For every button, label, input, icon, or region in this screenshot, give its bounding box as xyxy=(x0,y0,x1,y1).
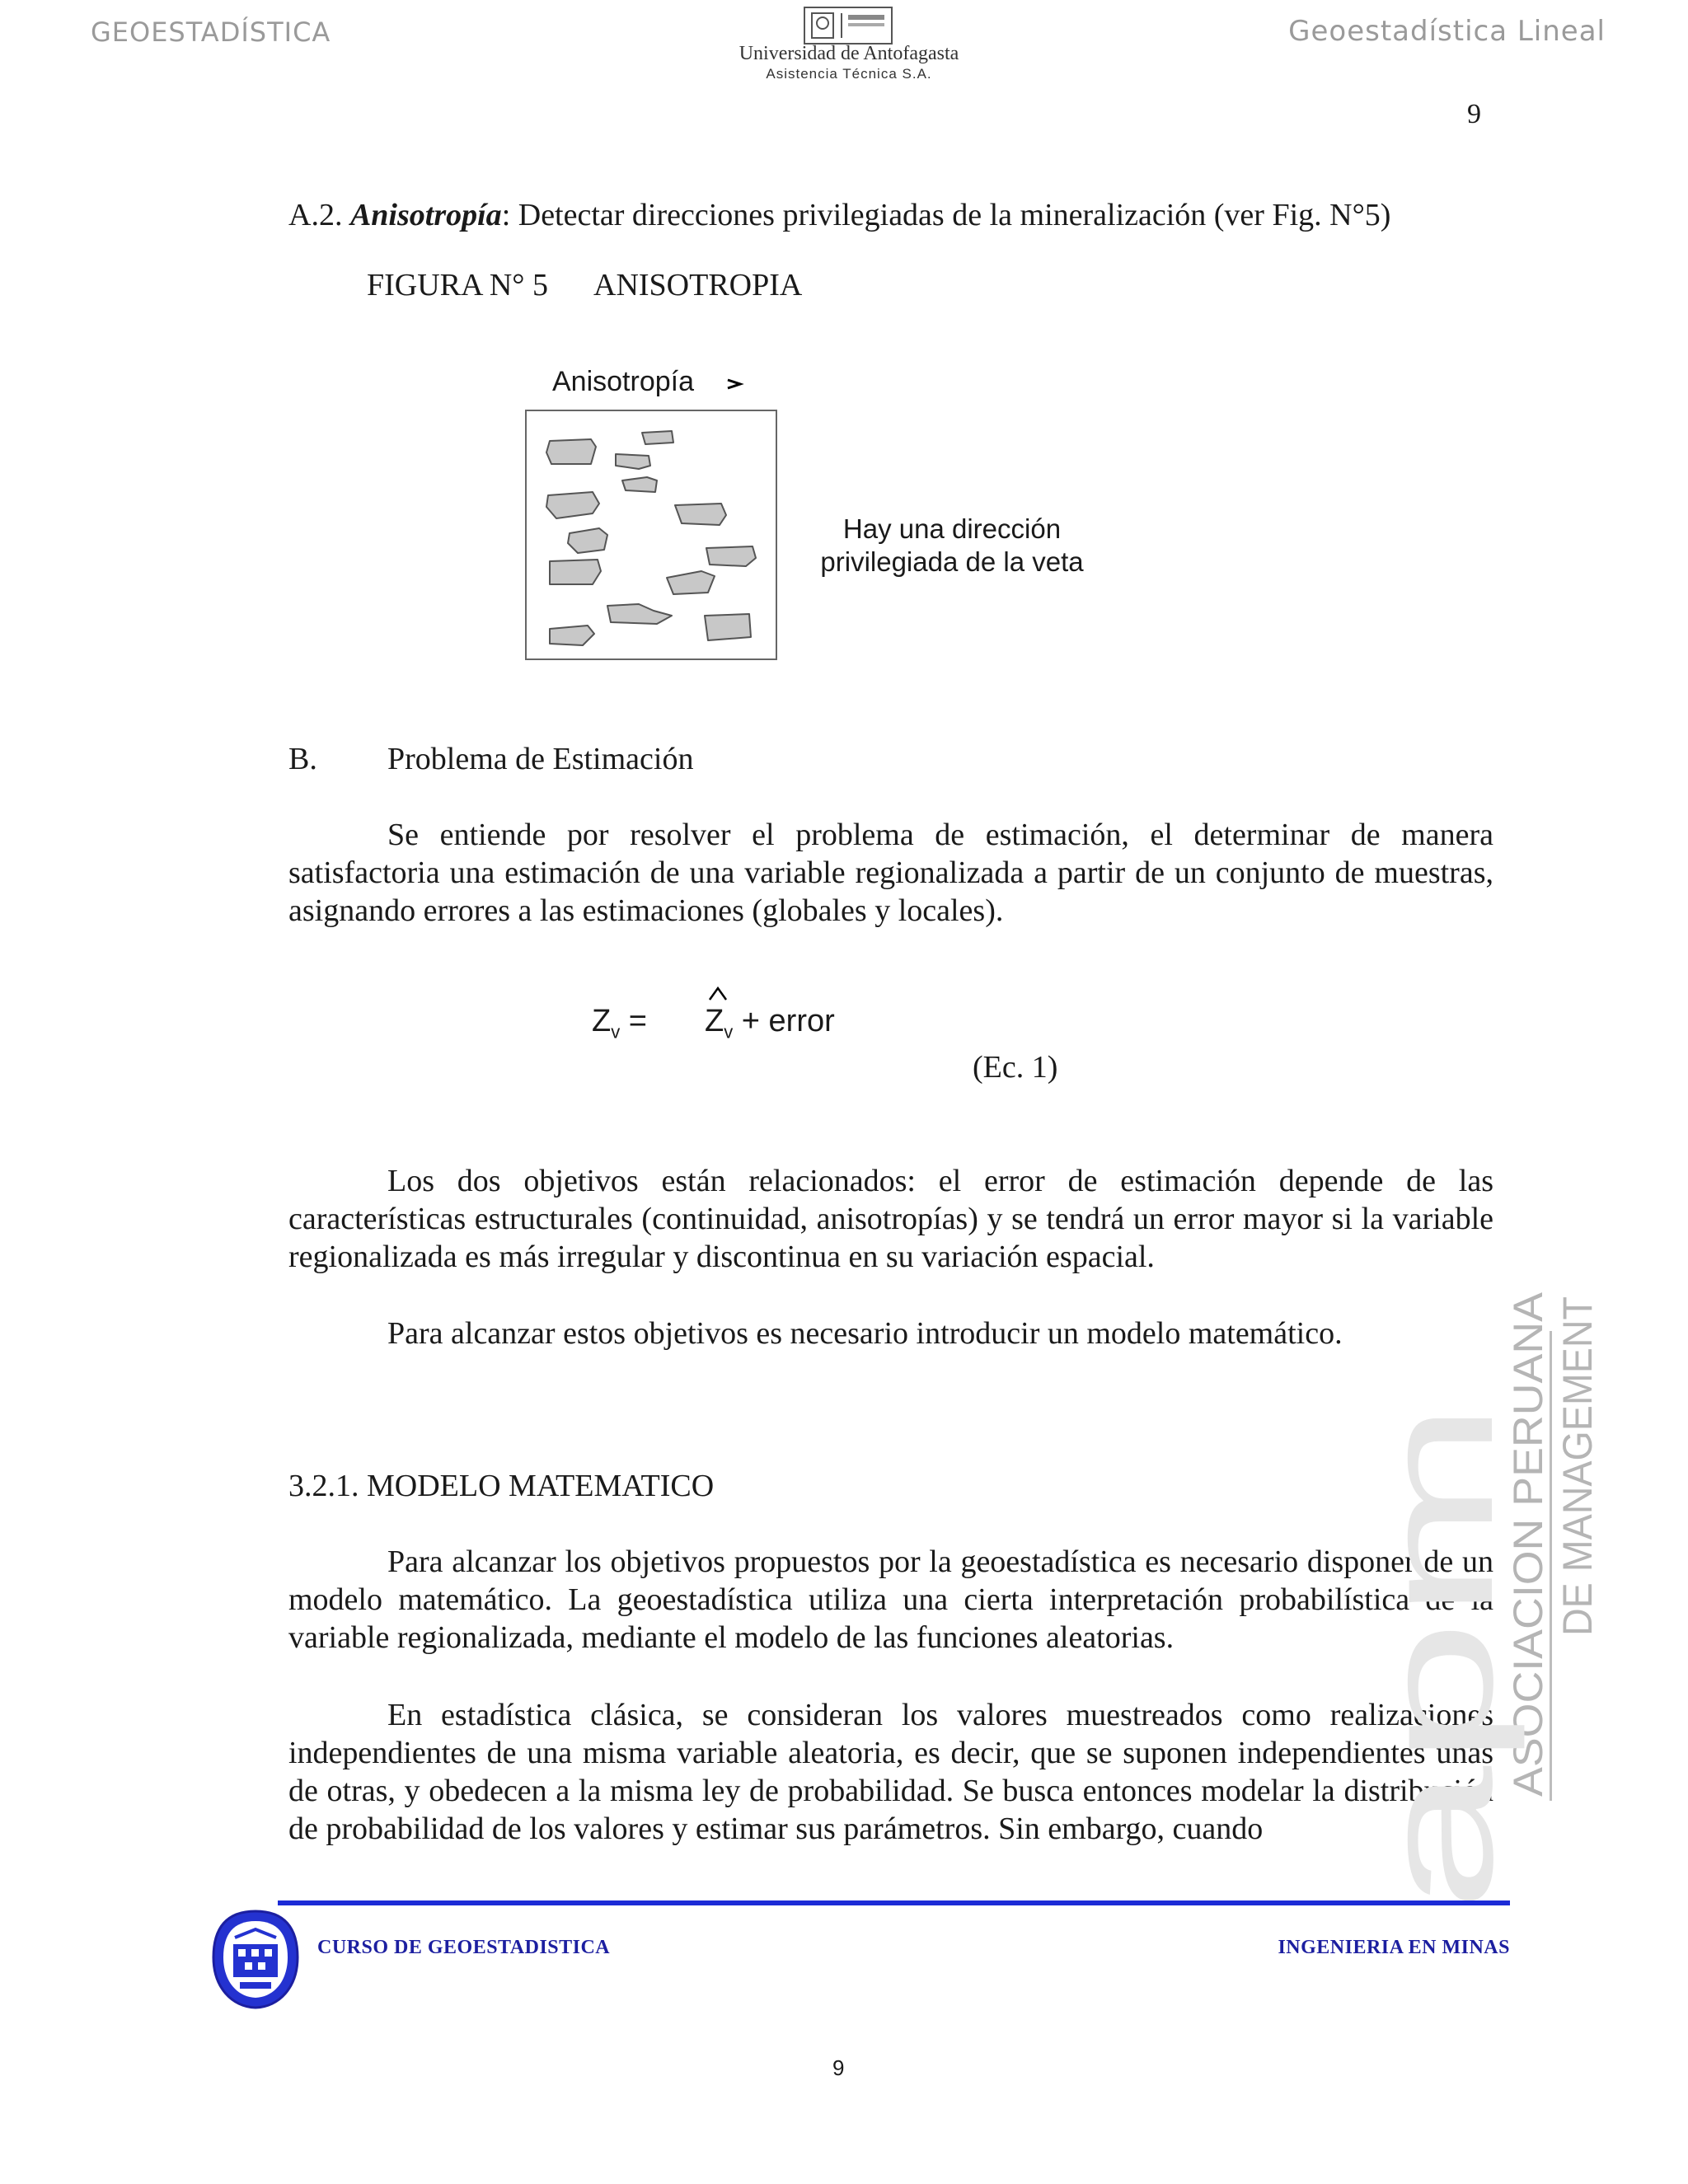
watermark-line2: DE MANAGEMENT xyxy=(1554,1272,1601,1636)
page-number-top: 9 xyxy=(1467,99,1481,129)
header-left-title: GEOESTADÍSTICA xyxy=(91,16,331,48)
header-subtitle: Asistencia Técnica S.A. xyxy=(766,66,932,82)
anisotropy-term: Anisotropía xyxy=(349,198,502,232)
footer-rule xyxy=(278,1900,1510,1905)
arrow-right-icon xyxy=(725,375,745,393)
vein-block xyxy=(642,431,673,444)
model-needed-paragraph: Para alcanzar estos objetivos es necesario introducir un modelo matemático. xyxy=(387,1316,1343,1351)
equation-lhs-sub: v xyxy=(611,1021,621,1043)
vein-block xyxy=(550,560,601,584)
watermark-association xyxy=(1505,1272,1653,1797)
watermark-logo-text: apm xyxy=(1351,1607,1526,1912)
page-number-bottom: 9 xyxy=(832,2055,845,2080)
objectives-paragraph: Los dos objetivos están relacionados: el error de estimación depende de las características estructurales (continuidad, anisotropías) y se tendrá un error mayor si la variable regionalizada es más irregular y discontinua en su variación espacial. xyxy=(288,1164,1493,1274)
watermark-line1: ASOCIACION PERUANA xyxy=(1505,1327,1551,1797)
section-a2-line xyxy=(288,196,1390,234)
university-seal-icon xyxy=(210,1908,301,2011)
figure-heading: Anisotropía xyxy=(552,366,694,397)
vein-block xyxy=(675,504,726,525)
section-a2-text: : Detectar direcciones privilegiadas de la mineralización (ver Fig. N°5) xyxy=(501,198,1391,232)
section-b-label: B. xyxy=(288,742,317,776)
figure-caption-line1: Hay una dirección xyxy=(842,513,1062,544)
figure-label: FIGURA N° 5 xyxy=(367,268,549,302)
section-321-paragraph1: Para alcanzar los objetivos propuestos por la geoestadística es necesario disponer de un modelo matemático. La geoestadística utiliza una cierta interpretación probabilística de la variable regionalizada, mediante el modelo de las funciones aleatorias. xyxy=(288,1544,1493,1655)
equation-rest: + error xyxy=(733,1004,835,1038)
university-logo-icon xyxy=(804,7,893,45)
figure-caption xyxy=(816,513,1088,579)
footer-course: CURSO DE GEOESTADISTICA xyxy=(317,1937,611,1958)
vein-block xyxy=(622,477,657,492)
equation-rhs-sub: v xyxy=(724,1021,734,1043)
section-b-paragraph: Se entiende por resolver el problema de estimación, el determinar de manera satisfactoria una estimación de una variable regionalizada a partir de un conjunto de muestras, asignando errores a las estimaciones (globales y locales). xyxy=(288,818,1493,928)
equation-lhs-z: Z xyxy=(592,1004,612,1038)
watermark-apm-logo xyxy=(1351,1393,1526,1920)
vein-block xyxy=(546,439,596,464)
equation-equals: = xyxy=(628,1004,647,1038)
equation-label: (Ec. 1) xyxy=(973,1050,1058,1085)
equation-lhs xyxy=(592,1004,647,1043)
figure-caption-line2: privilegiada de la veta xyxy=(820,546,1084,577)
anisotropy-diagram xyxy=(525,410,777,660)
vein-block xyxy=(616,454,650,469)
equation-rhs xyxy=(705,1004,835,1043)
figure-title: ANISOTROPIA xyxy=(593,268,803,302)
footer-department: INGENIERIA EN MINAS xyxy=(1278,1937,1510,1958)
section-321-heading: 3.2.1. MODELO MATEMATICO xyxy=(288,1469,715,1503)
header-university: Universidad de Antofagasta xyxy=(738,43,959,64)
vein-block xyxy=(568,528,607,553)
section-321-paragraph2: En estadística clásica, se consideran los valores muestreados como realizaciones independientes de una misma variable aleatoria, es decir, que se suponen independientes unas de otras, y obedecen a la misma ley de probabilidad. Se busca entonces modelar la distribución de probabilidad de los valores y estimar sus parámetros. Sin embargo, cuando xyxy=(288,1698,1493,1846)
section-a2-prefix: A.2. xyxy=(288,198,350,232)
hat-accent-icon xyxy=(707,985,729,1001)
section-b-title: Problema de Estimación xyxy=(387,742,694,776)
vein-block xyxy=(705,614,751,640)
vein-block xyxy=(706,546,756,566)
equation-rhs-z: Z xyxy=(705,1004,724,1038)
header-right-title: Geoestadística Lineal xyxy=(1288,15,1606,48)
vein-block xyxy=(546,492,599,518)
